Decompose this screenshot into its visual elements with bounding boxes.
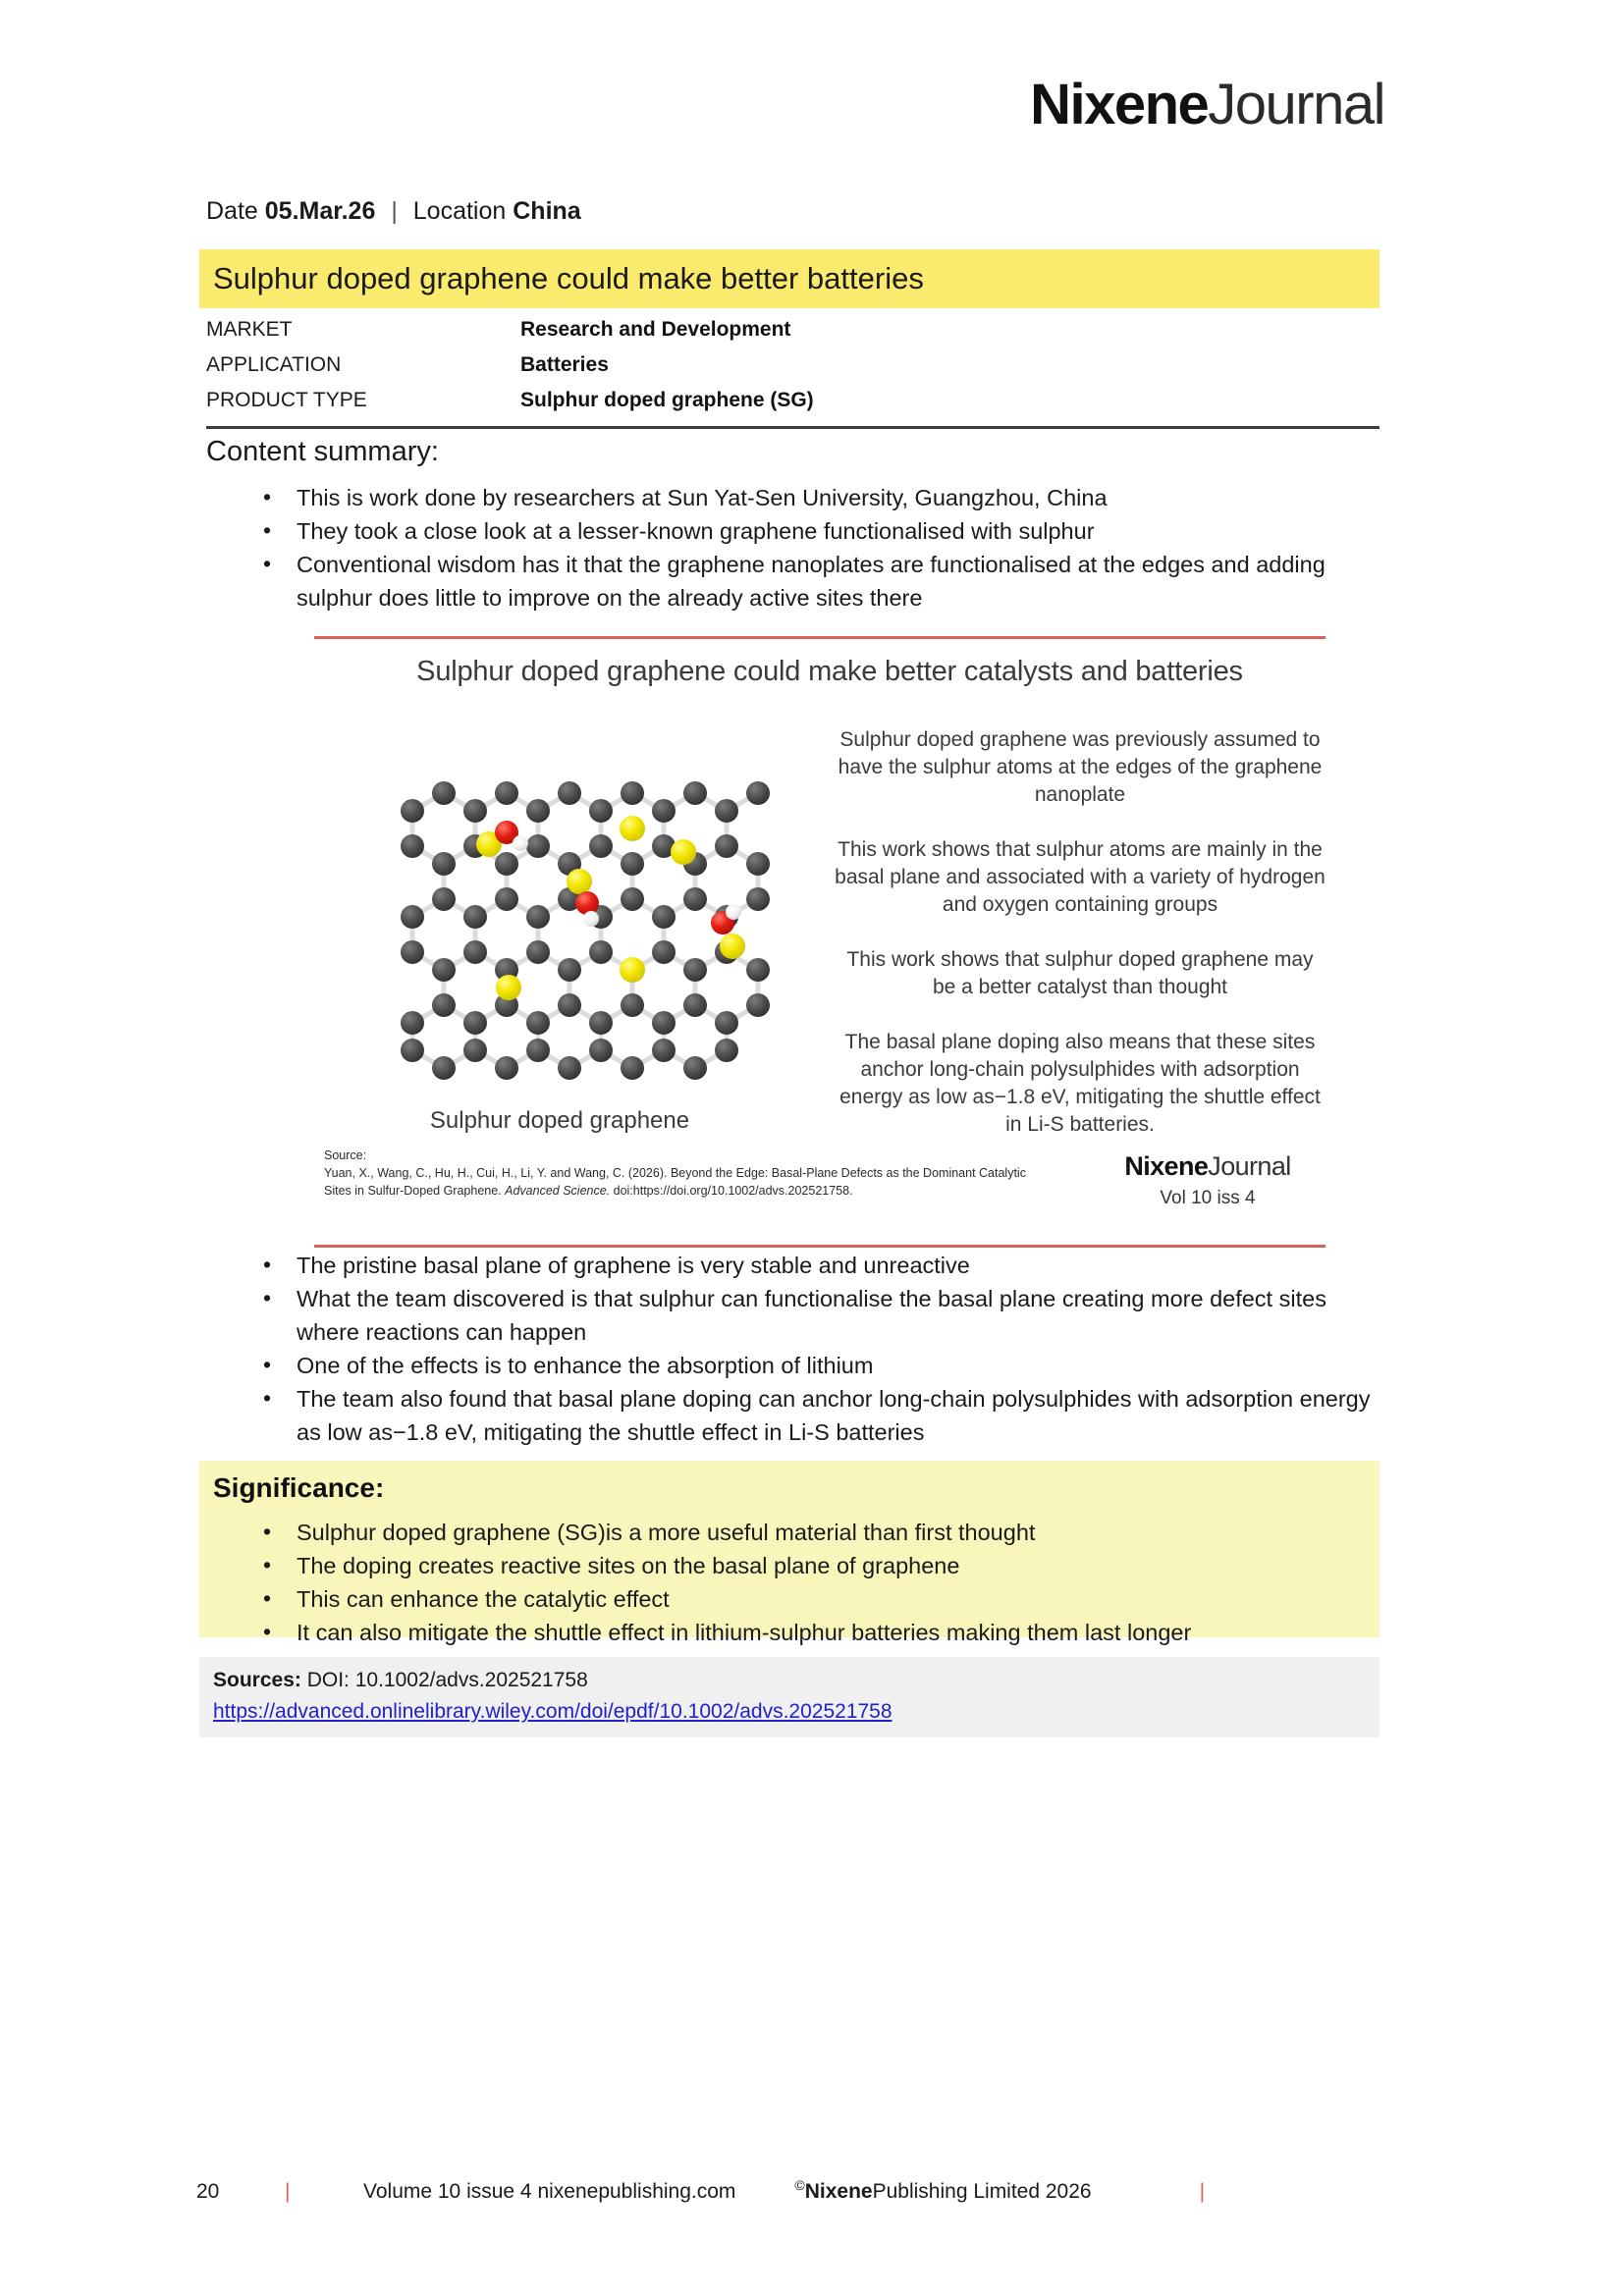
footer-volume-text: Volume 10 issue 4 nixenepublishing.com xyxy=(363,2180,736,2203)
infographic-brand-bold: Nixene xyxy=(1124,1151,1209,1181)
meta-key-market: MARKET xyxy=(206,318,293,341)
infographic-brand-name xyxy=(1080,1151,1335,1182)
meta-table-divider xyxy=(206,426,1380,429)
sources-doi-line xyxy=(213,1669,588,1692)
source-line-2c: doi:https://doi.org/10.1002/advs.202521758. xyxy=(610,1184,853,1198)
significance-list xyxy=(206,1516,1370,1649)
infographic-source-citation xyxy=(324,1147,1031,1200)
masthead-light: Journal xyxy=(1208,73,1384,136)
sources-url-link[interactable]: https://advanced.onlinelibrary.wiley.com/doi/epdf/10.1002/advs.202521758 xyxy=(213,1700,893,1723)
infographic-paragraph: The basal plane doping also means that these sites anchor long-chain polysulphides with adsorption energy as low as−1.8 eV, mitigating the shuttle effect in Li-S batteries. xyxy=(839,1031,1321,1136)
list-item: • One of the effects is to enhance the absorption of lithium xyxy=(206,1349,1375,1382)
meta-row-market xyxy=(206,318,1380,353)
infographic-figure-caption: Sulphur doped graphene xyxy=(429,1107,690,1134)
content-summary-heading: Content summary: xyxy=(206,436,439,467)
meta-value-product-type: Sulphur doped graphene (SG) xyxy=(520,389,814,411)
infographic-brand xyxy=(1080,1151,1335,1209)
sources-doi: DOI: 10.1002/advs.202521758 xyxy=(306,1669,588,1691)
list-item: • The team also found that basal plane doping can anchor long-chain polysulphides with adsorption energy as low as−1.8 eV, mitigating the shuttle effect in Li-S batteries xyxy=(206,1382,1375,1449)
list-item: • They took a close look at a lesser-known graphene functionalised with sulphur xyxy=(206,514,1375,548)
significance-section xyxy=(199,1461,1380,1645)
infographic-paragraph: This work shows that sulphur doped graphene may be a better catalyst than thought xyxy=(846,948,1314,998)
date-label: Date xyxy=(206,197,258,225)
meta-value-application: Batteries xyxy=(520,353,609,376)
article-title: Sulphur doped graphene could make better batteries xyxy=(213,261,924,295)
source-line-2a: Sites in Sulfur-Doped Graphene. xyxy=(324,1184,506,1198)
divider-rule-bottom xyxy=(314,1245,1325,1248)
list-item: • This is work done by researchers at Sun Yat-Sen University, Guangzhou, China xyxy=(206,481,1375,514)
meta-row-application xyxy=(206,353,1380,389)
significance-heading: Significance: xyxy=(213,1472,385,1503)
infographic-volume: Vol 10 iss 4 xyxy=(1160,1188,1256,1208)
meta-key-application: APPLICATION xyxy=(206,353,342,376)
infographic-brand-light: Journal xyxy=(1208,1151,1291,1181)
source-label: Source: xyxy=(324,1148,367,1162)
list-item: • It can also mitigate the shuttle effect in lithium-sulphur batteries making them last longer xyxy=(206,1616,1370,1649)
graphene-molecule-diagram xyxy=(383,726,795,1099)
meta-key-product-type: PRODUCT TYPE xyxy=(206,389,367,411)
infographic-paragraph: This work shows that sulphur atoms are mainly in the basal plane and associated with a variety of hydrogen and oxygen containing groups xyxy=(835,838,1325,916)
masthead-bold: Nixene xyxy=(1030,73,1209,136)
content-summary-list xyxy=(206,481,1375,614)
footer-separator: | xyxy=(285,2180,291,2203)
footer-copyright xyxy=(794,2177,1091,2204)
page-footer xyxy=(196,2177,1434,2204)
meta-value-market: Research and Development xyxy=(520,318,791,341)
infographic-panel xyxy=(324,656,1335,1235)
copyright-symbol: © xyxy=(794,2177,805,2193)
list-item: • Sulphur doped graphene (SG)is a more useful material than first thought xyxy=(206,1516,1370,1549)
findings-list xyxy=(206,1249,1375,1449)
infographic-text-column xyxy=(835,726,1325,1166)
article-title-banner xyxy=(199,249,1380,308)
masthead-logo xyxy=(1030,73,1384,136)
location-value: China xyxy=(513,197,581,225)
divider-rule-top xyxy=(314,636,1325,639)
copyright-brand: Nixene xyxy=(804,2180,873,2203)
copyright-rest: Publishing Limited 2026 xyxy=(872,2180,1092,2203)
infographic-paragraph: Sulphur doped graphene was previously assumed to have the sulphur atoms at the edges of the graphene nanoplate xyxy=(838,728,1323,806)
infographic-title: Sulphur doped graphene could make better catalysts and batteries xyxy=(416,656,1243,687)
page-number: 20 xyxy=(196,2180,220,2203)
location-label: Location xyxy=(412,197,507,225)
source-journal-name: Advanced Science. xyxy=(505,1184,611,1198)
sources-section xyxy=(199,1657,1380,1737)
date-value: 05.Mar.26 xyxy=(264,197,376,225)
list-item: • The doping creates reactive sites on the basal plane of graphene xyxy=(206,1549,1370,1582)
list-item: • Conventional wisdom has it that the graphene nanoplates are functionalised at the edges and adding sulphur does little to improve on the already active sites there xyxy=(206,548,1375,614)
article-meta-table xyxy=(206,318,1380,424)
dateline xyxy=(206,196,581,226)
list-item: • What the team discovered is that sulphur can functionalise the basal plane creating more defect sites where reactions can happen xyxy=(206,1282,1375,1349)
sources-label: Sources: xyxy=(213,1669,301,1691)
dateline-separator: | xyxy=(391,197,398,225)
list-item: • This can enhance the catalytic effect xyxy=(206,1582,1370,1616)
source-line-1: Yuan, X., Wang, C., Hu, H., Cui, H., Li, Y. and Wang, C. (2026). Beyond the Edge: Basal-Plane Defects as the Dominant Catalytic xyxy=(324,1166,1026,1180)
footer-separator-end: | xyxy=(1199,2180,1206,2203)
meta-row-product-type xyxy=(206,389,1380,424)
list-item: • The pristine basal plane of graphene is very stable and unreactive xyxy=(206,1249,1375,1282)
